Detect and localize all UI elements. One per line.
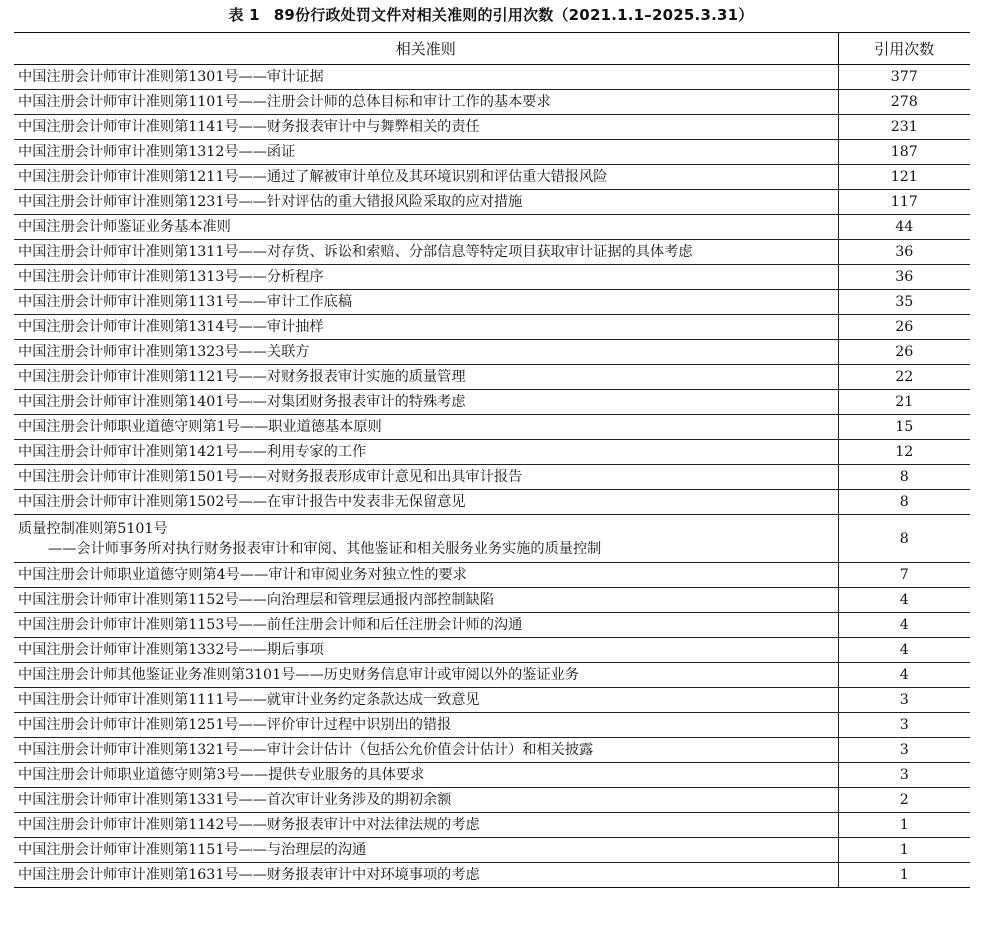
table-caption <box>0 5 982 25</box>
standard-name-cell: 中国注册会计师其他鉴证业务准则第3101号——历史财务信息审计或审阅以外的鉴证业务 <box>14 663 838 688</box>
table-row <box>14 688 970 713</box>
standard-name-cell: 中国注册会计师审计准则第1401号——对集团财务报表审计的特殊考虑 <box>14 390 838 415</box>
standard-name-cell: 中国注册会计师审计准则第1152号——向治理层和管理层通报内部控制缺陷 <box>14 588 838 613</box>
citation-count-cell: 7 <box>838 563 970 588</box>
table-row <box>14 440 970 465</box>
standard-name-cell: 中国注册会计师审计准则第1421号——利用专家的工作 <box>14 440 838 465</box>
standard-name-cell: 中国注册会计师审计准则第1313号——分析程序 <box>14 265 838 290</box>
standard-name-cell: 中国注册会计师审计准则第1111号——就审计业务约定条款达成一致意见 <box>14 688 838 713</box>
standard-name-cell: 中国注册会计师审计准则第1142号——财务报表审计中对法律法规的考虑 <box>14 813 838 838</box>
table-row <box>14 738 970 763</box>
standard-name-cell: 中国注册会计师审计准则第1311号——对存货、诉讼和索赔、分部信息等特定项目获取审计证据的具体考虑 <box>14 240 838 265</box>
citation-count-cell: 8 <box>838 490 970 515</box>
citation-count-cell: 121 <box>838 165 970 190</box>
table-row <box>14 863 970 888</box>
citation-count-cell: 3 <box>838 688 970 713</box>
standard-name-cell: 中国注册会计师审计准则第1131号——审计工作底稿 <box>14 290 838 315</box>
standard-name-cell: 中国注册会计师审计准则第1502号——在审计报告中发表非无保留意见 <box>14 490 838 515</box>
table-row <box>14 415 970 440</box>
table-row <box>14 315 970 340</box>
standards-citation-table <box>14 32 970 888</box>
standard-name-cell: 中国注册会计师审计准则第1314号——审计抽样 <box>14 315 838 340</box>
table-header-row <box>14 33 970 65</box>
table-row <box>14 265 970 290</box>
table-row <box>14 588 970 613</box>
table-row <box>14 813 970 838</box>
standard-name-cell: 中国注册会计师审计准则第1101号——注册会计师的总体目标和审计工作的基本要求 <box>14 90 838 115</box>
header-citation-count: 引用次数 <box>838 33 970 65</box>
header-standard: 相关准则 <box>14 33 838 65</box>
standard-name-cell: 中国注册会计师职业道德守则第4号——审计和审阅业务对独立性的要求 <box>14 563 838 588</box>
standard-name-cell: 中国注册会计师审计准则第1151号——与治理层的沟通 <box>14 838 838 863</box>
citation-count-cell: 1 <box>838 813 970 838</box>
table-row <box>14 340 970 365</box>
table-number: 表 1 <box>228 6 260 24</box>
table-row <box>14 190 970 215</box>
standard-name-cell: 中国注册会计师审计准则第1141号——财务报表审计中与舞弊相关的责任 <box>14 115 838 140</box>
citation-count-cell: 278 <box>838 90 970 115</box>
table-row <box>14 390 970 415</box>
standard-name-cell: 中国注册会计师审计准则第1121号——对财务报表审计实施的质量管理 <box>14 365 838 390</box>
table-row <box>14 638 970 663</box>
citation-count-cell: 44 <box>838 215 970 240</box>
table-row <box>14 90 970 115</box>
standard-name-cell: 中国注册会计师审计准则第1323号——关联方 <box>14 340 838 365</box>
standard-name-cell: 中国注册会计师审计准则第1331号——首次审计业务涉及的期初余额 <box>14 788 838 813</box>
standard-name-cell: 中国注册会计师审计准则第1631号——财务报表审计中对环境事项的考虑 <box>14 863 838 888</box>
standard-name-cell: 中国注册会计师审计准则第1321号——审计会计估计（包括公允价值会计估计）和相关披露 <box>14 738 838 763</box>
table-row <box>14 663 970 688</box>
citation-count-cell: 3 <box>838 713 970 738</box>
standard-name-line2: ——会计师事务所对执行财务报表审计和审阅、其他鉴证和相关服务业务实施的质量控制 <box>48 540 602 557</box>
citation-count-cell: 4 <box>838 613 970 638</box>
table-row <box>14 240 970 265</box>
table-body <box>14 65 970 888</box>
citation-count-cell: 3 <box>838 738 970 763</box>
citation-count-cell: 187 <box>838 140 970 165</box>
standard-name-cell: 中国注册会计师审计准则第1332号——期后事项 <box>14 638 838 663</box>
standard-name-cell: 中国注册会计师审计准则第1251号——评价审计过程中识别出的错报 <box>14 713 838 738</box>
table-row <box>14 763 970 788</box>
citation-count-cell: 117 <box>838 190 970 215</box>
table-row <box>14 490 970 515</box>
citation-count-cell: 377 <box>838 65 970 90</box>
citation-count-cell: 231 <box>838 115 970 140</box>
citation-count-cell: 3 <box>838 763 970 788</box>
citation-count-cell: 22 <box>838 365 970 390</box>
citation-count-cell: 8 <box>838 515 970 563</box>
citation-count-cell: 26 <box>838 315 970 340</box>
citation-count-cell: 4 <box>838 663 970 688</box>
table-row <box>14 140 970 165</box>
citation-count-cell: 21 <box>838 390 970 415</box>
table-row <box>14 465 970 490</box>
citation-count-cell: 26 <box>838 340 970 365</box>
table-row <box>14 788 970 813</box>
table-row <box>14 613 970 638</box>
citation-count-cell: 1 <box>838 838 970 863</box>
standard-name-cell: 中国注册会计师审计准则第1153号——前任注册会计师和后任注册会计师的沟通 <box>14 613 838 638</box>
table-row <box>14 290 970 315</box>
standard-name-cell: 中国注册会计师审计准则第1501号——对财务报表形成审计意见和出具审计报告 <box>14 465 838 490</box>
table-row <box>14 165 970 190</box>
citation-count-cell: 15 <box>838 415 970 440</box>
table-row <box>14 838 970 863</box>
citation-count-cell: 12 <box>838 440 970 465</box>
table-title: 89份行政处罚文件对相关准则的引用次数（2021.1.1–2025.3.31） <box>273 6 754 24</box>
citation-count-cell: 2 <box>838 788 970 813</box>
citation-count-cell: 35 <box>838 290 970 315</box>
standard-name-line1: 质量控制准则第5101号 <box>18 520 168 537</box>
citation-count-cell: 36 <box>838 240 970 265</box>
standard-name-cell: 中国注册会计师鉴证业务基本准则 <box>14 215 838 240</box>
table-row <box>14 515 970 563</box>
standard-name-cell: 中国注册会计师审计准则第1211号——通过了解被审计单位及其环境识别和评估重大错报风险 <box>14 165 838 190</box>
table-row <box>14 65 970 90</box>
standard-name-cell: 中国注册会计师审计准则第1301号——审计证据 <box>14 65 838 90</box>
table-row <box>14 563 970 588</box>
citation-count-cell: 4 <box>838 588 970 613</box>
table-row <box>14 365 970 390</box>
table-row <box>14 713 970 738</box>
citation-count-cell: 4 <box>838 638 970 663</box>
standard-name-cell: 中国注册会计师审计准则第1231号——针对评估的重大错报风险采取的应对措施 <box>14 190 838 215</box>
table-row <box>14 115 970 140</box>
citation-count-cell: 8 <box>838 465 970 490</box>
standard-name-cell <box>14 515 838 563</box>
table-row <box>14 215 970 240</box>
citation-count-cell: 1 <box>838 863 970 888</box>
standard-name-cell: 中国注册会计师审计准则第1312号——函证 <box>14 140 838 165</box>
citation-count-cell: 36 <box>838 265 970 290</box>
standard-name-cell: 中国注册会计师职业道德守则第3号——提供专业服务的具体要求 <box>14 763 838 788</box>
standard-name-cell: 中国注册会计师职业道德守则第1号——职业道德基本原则 <box>14 415 838 440</box>
